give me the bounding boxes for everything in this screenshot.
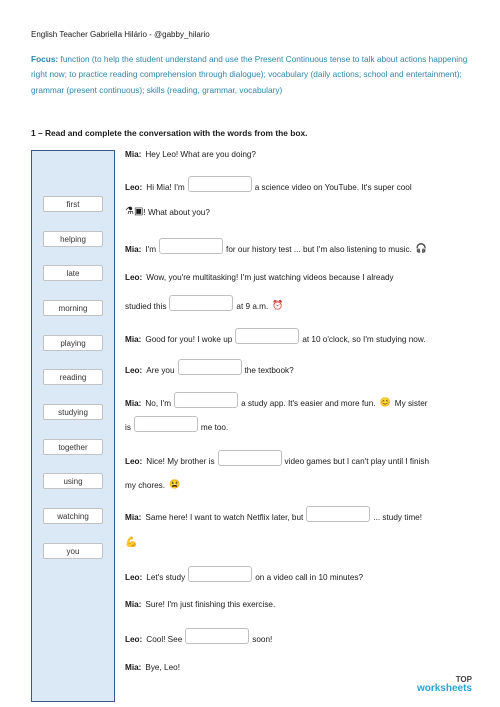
- line-text: My sister: [394, 399, 428, 408]
- word-box: [31, 150, 115, 702]
- answer-blank-9[interactable]: [306, 506, 370, 522]
- word-together[interactable]: together: [43, 439, 103, 455]
- word-reading[interactable]: reading: [43, 369, 103, 385]
- dialogue-line-13: [125, 506, 422, 522]
- line-text: me too.: [200, 423, 229, 432]
- word-helping[interactable]: helping: [43, 231, 103, 247]
- speaker: Mia:: [125, 663, 142, 672]
- tired-face-icon: 😫: [169, 479, 181, 489]
- dialogue-line-1: [125, 150, 256, 159]
- speaker: Leo:: [125, 366, 143, 375]
- line-text: ! What about you?: [143, 208, 210, 217]
- line-text: at 9 a.m.: [236, 302, 269, 311]
- flexed-biceps-icon: 💪: [125, 537, 138, 548]
- line-text: a science video on YouTube. It's super cool: [254, 183, 412, 192]
- line-text: on a video call in 10 minutes?: [255, 573, 364, 582]
- line-text: Sure! I'm just finishing this exercise.: [145, 600, 276, 609]
- word-playing[interactable]: playing: [43, 335, 103, 351]
- line-text: Bye, Leo!: [145, 663, 180, 672]
- line-text: I'm: [145, 245, 157, 254]
- brand-name: worksheets: [416, 683, 472, 694]
- line-text: is: [125, 423, 131, 432]
- alarm-clock-icon: ⏰: [272, 300, 284, 310]
- speaker: Leo:: [125, 573, 143, 582]
- line-text: Hey Leo! What are you doing?: [145, 150, 256, 159]
- page-header: English Teacher Gabriella Hilário - @gabby_hilario: [31, 30, 210, 39]
- focus-paragraph: [31, 52, 471, 98]
- dialogue-line-15: [125, 566, 363, 582]
- line-text: Let's study: [146, 573, 186, 582]
- dialogue-line-6: [125, 295, 284, 311]
- line-text: my chores.: [125, 481, 166, 490]
- word-first[interactable]: first: [43, 196, 103, 212]
- dialogue-line-11: [125, 450, 429, 466]
- speaker: Leo:: [125, 273, 143, 282]
- smile-icon: 😊: [379, 397, 391, 407]
- brand-top: TOP: [455, 675, 472, 684]
- line-text: Same here! I want to watch Netflix later, but: [145, 513, 304, 522]
- dialogue-line-8: [125, 359, 294, 375]
- speaker: Mia:: [125, 399, 142, 408]
- dialogue-line-5: [125, 273, 394, 282]
- dialogue-line-7: [125, 328, 426, 344]
- line-text: for our history test ... but I'm also listening to music.: [226, 245, 412, 254]
- line-text: No, I'm: [145, 399, 172, 408]
- line-text: at 10 o'clock, so I'm studying now.: [302, 335, 426, 344]
- focus-text: function (to help the student understand and use the Present Continuous tense to talk about actions happening right now; to practice reading comprehension through dialogue); vocabulary (daily actions; school and entertainment); grammar (present continuous); skills (reading, grammar, vocabulary): [31, 54, 468, 95]
- answer-blank-5[interactable]: [178, 359, 242, 375]
- word-you[interactable]: you: [43, 543, 103, 559]
- line-text: ... study time!: [373, 513, 422, 522]
- brand-logo: [417, 675, 472, 693]
- speaker: Mia:: [125, 513, 142, 522]
- speaker: Mia:: [125, 600, 142, 609]
- answer-blank-11[interactable]: [185, 628, 249, 644]
- speaker: Leo:: [125, 457, 143, 466]
- word-watching[interactable]: watching: [43, 508, 103, 524]
- line-text: Nice! My brother is: [146, 457, 215, 466]
- line-text: Are you: [146, 366, 175, 375]
- robot-icon: ▣: [133, 206, 144, 217]
- dialogue-line-2: [125, 176, 412, 192]
- speaker: Leo:: [125, 635, 143, 644]
- lab-icon: ⚗: [125, 206, 134, 217]
- answer-blank-6[interactable]: [174, 392, 238, 408]
- answer-blank-8[interactable]: [218, 450, 282, 466]
- dialogue-line-10: [125, 416, 228, 432]
- word-studying[interactable]: studying: [43, 404, 103, 420]
- line-text: video games but I can't play until I finish: [284, 457, 430, 466]
- speaker: Mia:: [125, 150, 142, 159]
- dialogue-line-9: [125, 392, 428, 408]
- word-using[interactable]: using: [43, 473, 103, 489]
- answer-blank-1[interactable]: [188, 176, 252, 192]
- answer-blank-3[interactable]: [169, 295, 233, 311]
- exercise-instruction: 1 – Read and complete the conversation with the words from the box.: [31, 128, 308, 138]
- answer-blank-4[interactable]: [235, 328, 299, 344]
- dialogue-line-3: [125, 206, 210, 217]
- line-text: studied this: [125, 302, 167, 311]
- answer-blank-2[interactable]: [159, 238, 223, 254]
- answer-blank-10[interactable]: [188, 566, 252, 582]
- dialogue-line-12: [125, 479, 180, 490]
- line-text: a study app. It's easier and more fun.: [241, 399, 376, 408]
- line-text: Good for you! I woke up: [145, 335, 233, 344]
- dialogue-line-16: [125, 600, 275, 609]
- answer-blank-7[interactable]: [134, 416, 198, 432]
- word-morning[interactable]: morning: [43, 300, 103, 316]
- line-text: Cool! See: [146, 635, 183, 644]
- line-text: Wow, you're multitasking! I'm just watching videos because I already: [146, 273, 394, 282]
- dialogue-line-14: [125, 537, 137, 548]
- speaker: Leo:: [125, 183, 143, 192]
- speaker: Mia:: [125, 245, 142, 254]
- headphones-icon: 🎧: [415, 243, 428, 253]
- dialogue-line-18: [125, 663, 180, 672]
- dialogue-line-4: [125, 238, 427, 254]
- focus-label: Focus:: [31, 54, 59, 64]
- line-text: soon!: [252, 635, 273, 644]
- word-late[interactable]: late: [43, 265, 103, 281]
- line-text: the textbook?: [244, 366, 294, 375]
- dialogue-line-17: [125, 628, 272, 644]
- line-text: Hi Mia! I'm: [146, 183, 185, 192]
- speaker: Mia:: [125, 335, 142, 344]
